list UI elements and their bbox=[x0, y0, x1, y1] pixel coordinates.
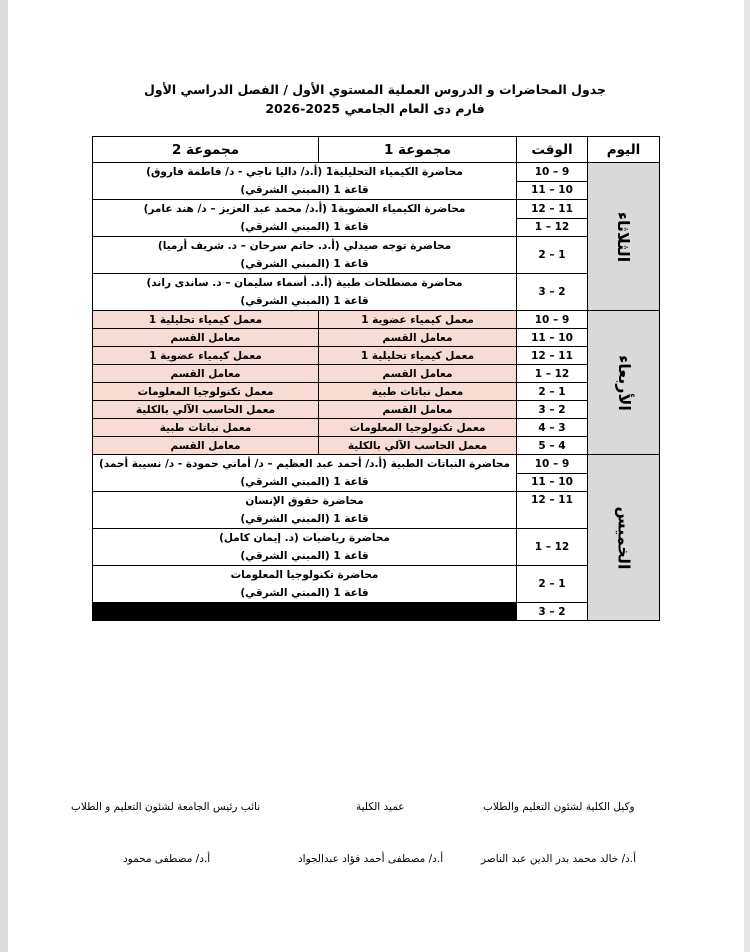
time-cell: 12 – 1 bbox=[517, 218, 588, 237]
time-cell: 9 – 10 bbox=[517, 163, 588, 182]
table-header-row bbox=[93, 137, 660, 163]
time-cell: 11 – 12 bbox=[517, 492, 588, 529]
header-group1: مجموعة 1 bbox=[319, 137, 517, 163]
page-edge-left bbox=[0, 0, 8, 952]
lecture-cell: محاضرة رياضيات (د. إيمان كامل) قاعة 1 (المبني الشرقي) bbox=[93, 529, 517, 566]
table-row bbox=[93, 437, 660, 455]
time-cell: 2 – 3 bbox=[517, 274, 588, 311]
day-thursday: الخميس bbox=[588, 455, 660, 621]
time-cell: 9 – 10 bbox=[517, 455, 588, 474]
table-row bbox=[93, 311, 660, 329]
vice-dean-title: وكيل الكلية لشئون التعليم والطلاب bbox=[483, 801, 635, 813]
vice-president-title: نائب رئيس الجامعة لشئون التعليم و الطلاب bbox=[71, 801, 261, 813]
time-cell: 3 – 4 bbox=[517, 419, 588, 437]
lecture-cell: محاضرة تكنولوجيا المعلومات قاعة 1 (المبني الشرقي) bbox=[93, 566, 517, 603]
time-cell: 9 – 10 bbox=[517, 311, 588, 329]
header-group2: مجموعة 2 bbox=[93, 137, 319, 163]
lecture-cell: محاضرة الكيمياء التحليلية1 (أ.د/ داليا ناجي - د/ فاطمة فاروق) قاعة 1 (المبني الشرقي) bbox=[93, 163, 517, 200]
lab-cell: معمل نباتات طبية bbox=[93, 419, 319, 437]
table-row bbox=[93, 603, 660, 621]
lecture-cell: محاضرة مصطلحات طبية (أ.د. أسماء سليمان – د. ساندى راند) قاعة 1 (المبني الشرقي) bbox=[93, 274, 517, 311]
time-cell: 12 – 1 bbox=[517, 529, 588, 566]
vice-dean-name: أ.د/ خالد محمد بدر الدين عبد الناصر bbox=[481, 853, 637, 865]
time-cell: 1 – 2 bbox=[517, 383, 588, 401]
lab-cell: معمل كيمياء تحليلية 1 bbox=[319, 347, 517, 365]
dean-title: عميد الكلية bbox=[356, 801, 405, 813]
lecture-cell: محاضرة توجه صيدلي (أ.د. حاتم سرحان – د. شريف أرميا) قاعة 1 (المبني الشرقي) bbox=[93, 237, 517, 274]
schedule-table bbox=[92, 136, 660, 621]
schedule-subtitle: فارم دى العام الجامعي 2025-2026 bbox=[265, 101, 485, 116]
time-cell: 1 – 2 bbox=[517, 566, 588, 603]
lab-cell: معمل كيمياء عضوية 1 bbox=[93, 347, 319, 365]
lab-location: معامل القسم bbox=[93, 437, 319, 455]
lab-location: معامل القسم bbox=[93, 329, 319, 347]
lab-location: معامل القسم bbox=[319, 329, 517, 347]
header-time: الوقت bbox=[517, 137, 588, 163]
time-cell: 10 – 11 bbox=[517, 329, 588, 347]
lab-location: معامل القسم bbox=[93, 365, 319, 383]
time-cell: 2 – 3 bbox=[517, 401, 588, 419]
time-cell: 11 – 12 bbox=[517, 347, 588, 365]
time-cell: 12 – 1 bbox=[517, 365, 588, 383]
lab-location: معمل الحاسب الآلي بالكلية bbox=[319, 437, 517, 455]
time-cell: 10 – 11 bbox=[517, 181, 588, 200]
schedule-title: جدول المحاضرات و الدروس العملية المستوي الأول / الفصل الدراسي الأول bbox=[143, 82, 607, 97]
table-row bbox=[93, 401, 660, 419]
time-cell: 4 – 5 bbox=[517, 437, 588, 455]
table-row bbox=[93, 163, 660, 182]
table-row bbox=[93, 455, 660, 474]
lab-cell: معمل كيمياء عضوية 1 bbox=[319, 311, 517, 329]
time-cell: 11 – 12 bbox=[517, 200, 588, 219]
dean-name: أ.د/ مصطفى أحمد فؤاد عبدالجواد bbox=[298, 853, 444, 865]
page-edge-right bbox=[744, 0, 750, 952]
day-wednesday: الأربعاء bbox=[588, 311, 660, 455]
lab-location: معمل الحاسب الآلي بالكلية bbox=[93, 401, 319, 419]
lab-location: معامل القسم bbox=[319, 401, 517, 419]
table-row bbox=[93, 383, 660, 401]
lab-cell: معمل نباتات طبية bbox=[319, 383, 517, 401]
lecture-cell: محاضرة حقوق الإنسان قاعة 1 (المبني الشرقي) bbox=[93, 492, 517, 529]
table-row bbox=[93, 419, 660, 437]
lab-location: معامل القسم bbox=[319, 365, 517, 383]
table-row bbox=[93, 347, 660, 365]
vice-president-name: أ.د/ مصطفى محمود bbox=[123, 853, 211, 865]
time-cell: 10 – 11 bbox=[517, 473, 588, 492]
lab-cell: معمل تكنولوجيا المعلومات bbox=[319, 419, 517, 437]
lab-cell: معمل تكنولوجيا المعلومات bbox=[93, 383, 319, 401]
time-cell: 2 – 3 bbox=[517, 603, 588, 621]
lab-cell: معمل كيمياء تحليلية 1 bbox=[93, 311, 319, 329]
day-tuesday: الثلاثاء bbox=[588, 163, 660, 311]
lecture-cell: محاضرة الكيمياء العضوية1 (أ.د/ محمد عبد العزيز – د/ هند عامر) قاعة 1 (المبني الشرقي) bbox=[93, 200, 517, 237]
time-cell: 1 – 2 bbox=[517, 237, 588, 274]
lecture-cell: محاضرة النباتات الطبية (أ.د/ أحمد عبد العظيم – د/ أماني حمودة - د/ نسيبة أحمد) قاعة 1 (المبني الشرقي) bbox=[93, 455, 517, 492]
table-row bbox=[93, 365, 660, 383]
blacked-out-cell bbox=[93, 603, 517, 621]
table-row bbox=[93, 329, 660, 347]
header-day: اليوم bbox=[588, 137, 660, 163]
table-row bbox=[93, 200, 660, 219]
